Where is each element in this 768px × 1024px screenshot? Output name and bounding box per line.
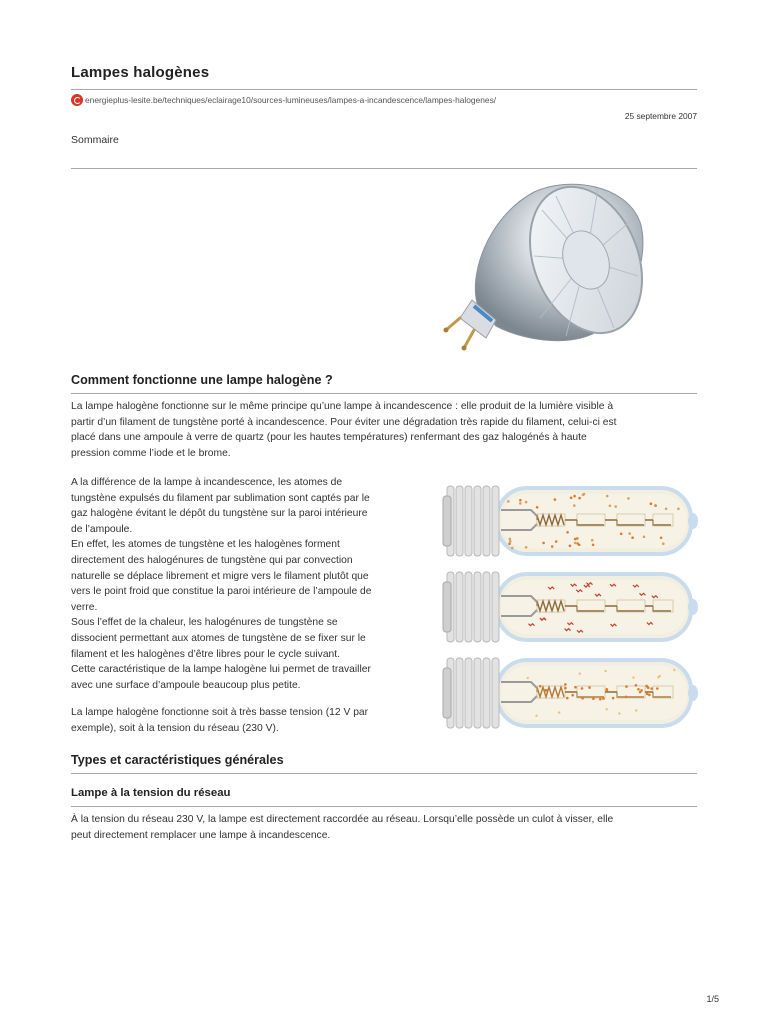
toc-rule [71,168,697,169]
subheading-rule [71,806,697,807]
text-line: dissocient permettant aux atomes de tungstène de se fixer sur le [71,632,366,644]
document-date: 25 septembre 2007 [624,111,697,121]
source-url-link[interactable]: energieplus-lesite.be/techniques/eclairage10/sources-lumineuses/lampes-a-incandescence/lampes-halogenes/ [85,95,497,105]
text-line: Sous l’effet de la chaleur, les halogénures de tungstène se [71,617,338,629]
text-line: La lampe halogène fonctionne sur le même principe qu’une lampe à incandescence : elle produit de la lumière visible à [71,401,614,412]
text-line: En effet, les atomes de tungstène et les halogènes forment [71,539,340,551]
energieplus-logo-icon [71,94,83,106]
text-line: de l’ampoule. [71,523,133,535]
text-line: placé dans une ampoule à verre de quartz (pour les hautes températures) renfermant des gaz halogénés à haute [71,432,587,444]
text-line: partir d’un filament de tungstène porté à incandescence. Pour éviter une dégradation très rapide du filament, celui-ci est [71,416,617,428]
subheading-mains-voltage: Lampe à la tension du réseau [71,787,231,799]
text-line: Cette caractéristique de la lampe halogène lui permet de travailler [71,664,371,676]
voltage-paragraph [71,705,421,736]
title-rule [71,89,697,90]
page-number: 1/5 [706,994,719,1004]
text-line: filament et les halogènes d’être libres pour le cycle suivant. [71,648,341,660]
halogen-cycle-stage1-image [441,482,699,562]
halogen-cycle-stage3-image [441,654,699,734]
text-line: À la tension du réseau 230 V, la lampe est directement raccordée au réseau. Lorsqu’elle possède un culot à visser, elle [71,814,614,825]
text-line: pression comme l’iode et le brome. [71,447,231,459]
halogen-spot-lamp-image [438,178,645,360]
text-line: avec une surface d’ampoule beaucoup plus petite. [71,679,301,691]
text-line: exemple), soit à la tension du réseau (230 V). [71,722,279,734]
toc-label[interactable]: Sommaire [71,134,119,146]
text-line: peut directement remplacer une lampe à incandescence. [71,829,331,841]
page-title: Lampes halogènes [71,64,210,81]
section-heading-types: Types et caractéristiques générales [71,753,284,767]
text-line: directement des halogénures de tungstène qui par convection [71,554,353,566]
section1-rule [71,393,697,394]
halogen-cycle-stage2-image [441,568,699,648]
text-line: tungstène expulsés du filament par sublimation sont captés par le [71,492,370,504]
text-line: A la différence de la lampe à incandescence, les atomes de [71,477,343,488]
mains-voltage-paragraph [71,812,697,843]
section2-rule [71,773,697,774]
text-line: La lampe halogène fonctionne soit à très basse tension (12 V par [71,707,369,718]
text-line: gaz halogène évitant le dépôt du tungstène sur la paroi intérieure [71,508,368,520]
halogen-cycle-paragraph [71,475,421,693]
text-line: naturelle se déplace librement et migre vers le filament plutôt que [71,570,369,582]
section-heading-how-it-works: Comment fonctionne une lampe halogène ? [71,373,333,387]
text-line: vers le point froid que constitue la paroi intérieure de l’ampoule de [71,586,372,598]
source-line [71,94,496,106]
intro-paragraph [71,399,697,461]
text-line: verre. [71,601,98,613]
